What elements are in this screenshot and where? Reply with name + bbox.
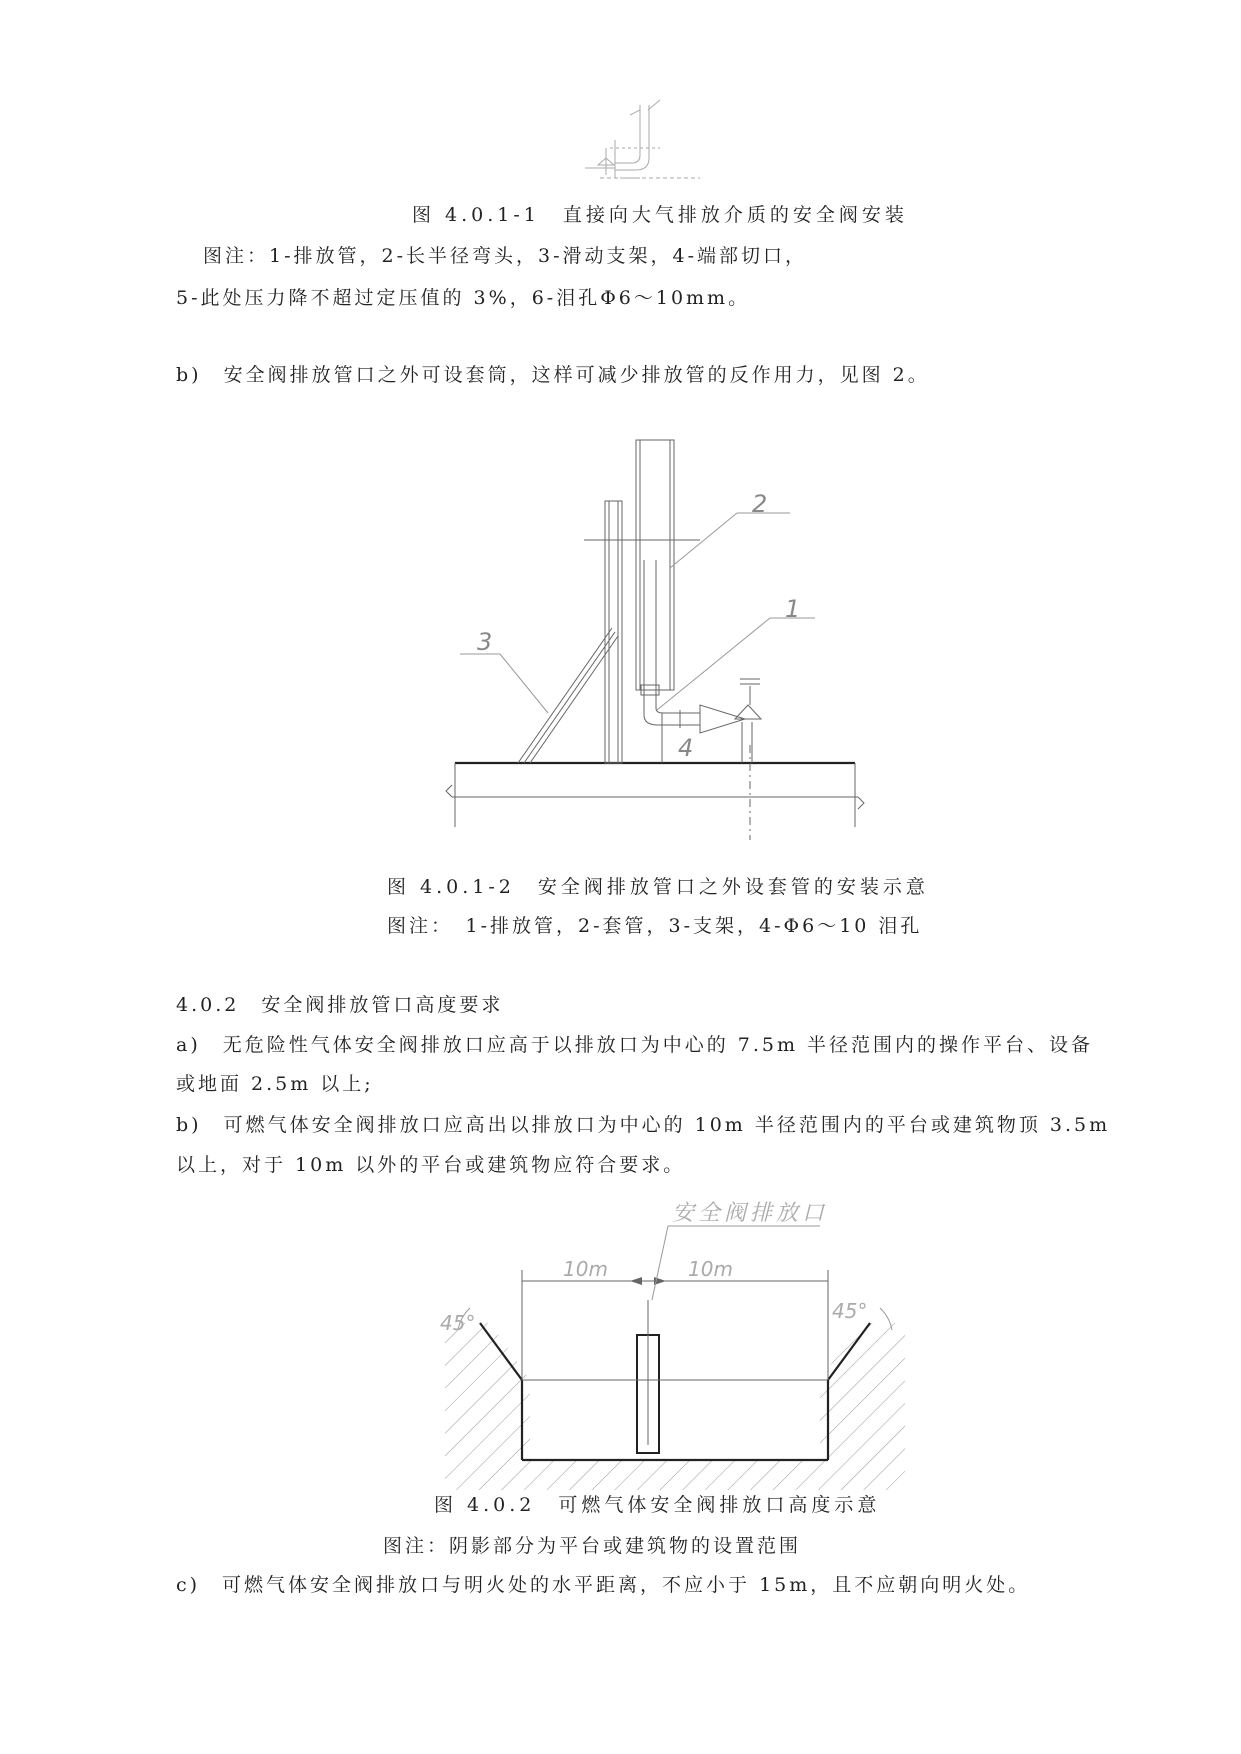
figure-3-note: 图注：阴影部分为平台或建筑物的设置范围: [383, 1535, 802, 1557]
angle-left: 45°: [440, 1311, 476, 1335]
figure-2-caption: 图 4.0.1-2 安全阀排放管口之外设套管的安装示意: [387, 876, 929, 898]
hatched-area: [445, 1323, 905, 1490]
item-a-line-1: a) 无危险性气体安全阀排放口应高于以排放口为中心的 7.5m 半径范围内的操作平台、设备: [176, 1034, 1094, 1056]
dim-right: 10m: [688, 1257, 733, 1281]
figure-3-caption: 图 4.0.2 可燃气体安全阀排放口高度示意: [434, 1494, 881, 1516]
figure-2-note: 图注： 1-排放管，2-套管，3-支架，4-Φ6～10 泪孔: [387, 915, 923, 937]
label-1: 1: [785, 595, 801, 623]
label-2: 2: [752, 490, 768, 518]
figure-1-note-line-1: 图注：1-排放管，2-长半径弯头，3-滑动支架，4-端部切口，: [203, 245, 808, 267]
item-a-line-2: 或地面 2.5m 以上;: [176, 1073, 374, 1095]
figure-1-note-line-2: 5-此处压力降不超过定压值的 3%，6-泪孔Φ6～10mm。: [176, 287, 751, 309]
figure-1-caption: 图 4.0.1-1 直接向大气排放介质的安全阀安装: [412, 204, 908, 226]
angle-right: 45°: [832, 1299, 868, 1323]
dim-left: 10m: [563, 1257, 608, 1281]
item-b-line-1: b) 可燃气体安全阀排放口应高出以排放口为中心的 10m 半径范围内的平台或建筑物顶 3.5m: [176, 1114, 1111, 1136]
paragraph-b: b) 安全阀排放管口之外可设套筒，这样可减少排放管的反作用力，见图 2。: [176, 364, 930, 386]
label-4: 4: [678, 734, 694, 762]
outlet-label: 安全阀排放口: [672, 1201, 829, 1226]
section-heading: 4.0.2 安全阀排放管口高度要求: [176, 994, 504, 1016]
label-3: 3: [477, 628, 493, 656]
paragraph-c: c) 可燃气体安全阀排放口与明火处的水平距离，不应小于 15m，且不应朝向明火处。: [176, 1574, 1031, 1596]
item-b-line-2: 以上，对于 10m 以外的平台或建筑物应符合要求。: [176, 1154, 686, 1176]
